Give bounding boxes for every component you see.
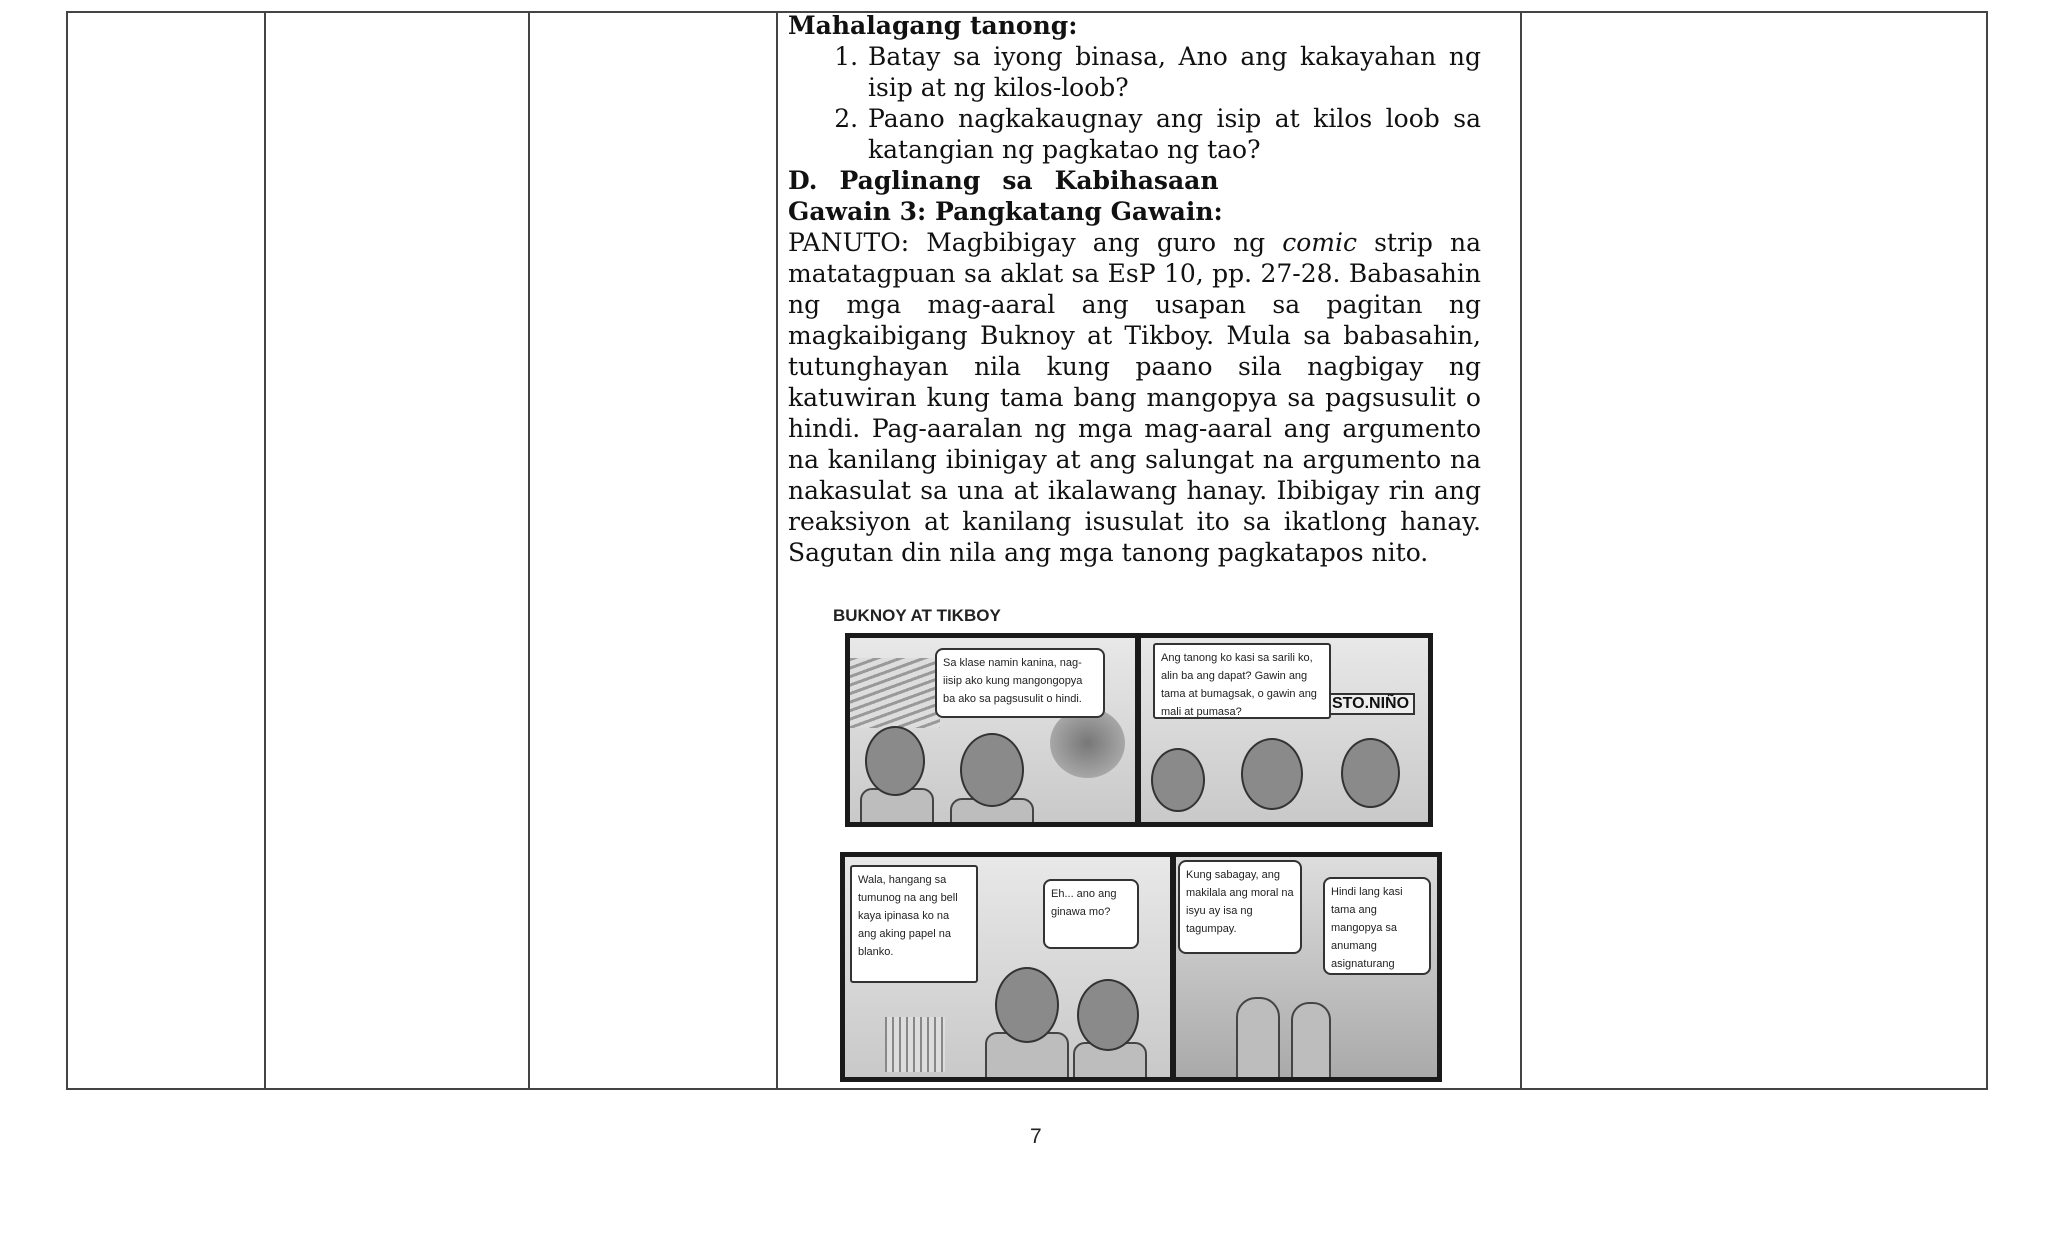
comic-strip-top (845, 633, 1433, 827)
question-list (788, 41, 1481, 165)
lesson-content-cell (788, 10, 1481, 568)
character-face (1151, 748, 1205, 812)
character-face (960, 733, 1024, 807)
column-divider-3 (776, 13, 778, 1088)
comic-panel (850, 638, 1135, 822)
panuto-text-rest: strip na matatagpuan sa aklat sa EsP 10, pp. 27-28. Babasahin ng mga mag-aaral ang usapan sa pagitan ng magkaibigang Buknoy at Tikboy. Mula sa babasahin, tutunghayan nila kung paano sila nagbigay ng katuwiran kung tama bang mangopya sa pagsusulit o hindi. Pag-aaralan ng mga mag-aaral ang argumento na kanilang ibinigay at ang salungat na argumento na nakasulat sa una at ikalawang hanay. Ibibigay rin ang reaksiyon at kanilang isusulat ito sa ikatlong hanay. Sagutan din nila ang mga tanong pagkatapos nito. (788, 228, 1481, 567)
character-face (1341, 738, 1400, 808)
store-sign: STO.NIÑO (1326, 693, 1415, 715)
speech-bubble: Ang tanong ko kasi sa sarili ko, alin ba ang dapat? Gawin ang tama at bumagsak, o gawin ang mali at pumasa? (1153, 643, 1331, 719)
character-face (1241, 738, 1303, 810)
column-divider-1 (264, 13, 266, 1088)
character-figure (1236, 997, 1280, 1077)
panuto-paragraph (788, 227, 1481, 568)
speech-bubble: Wala, hangang sa tumunog na ang bell kaya ipinasa ko na ang aking papel na blanko. (850, 865, 978, 983)
comic-strip-bottom (840, 852, 1442, 1082)
question-heading: Mahalagang tanong: (788, 11, 1078, 40)
section-d-letter: D. (788, 166, 818, 195)
column-divider-4 (1520, 13, 1522, 1088)
character-face (1077, 979, 1139, 1051)
comic-panel (1141, 638, 1428, 822)
question-item: 1. Batay sa iyong binasa, Ano ang kakayahan ng isip at ng kilos-loob? (866, 41, 1481, 103)
panuto-italic: comic (1282, 228, 1358, 257)
character-figure (1291, 1002, 1331, 1077)
gawain-heading: Gawain 3: Pangkatang Gawain: (788, 197, 1223, 226)
speech-bubble: Hindi lang kasi tama ang mangopya sa anumang asignaturang (1323, 877, 1431, 975)
comic-panel (845, 857, 1170, 1077)
speech-bubble: Eh... ano ang ginawa mo? (1043, 879, 1139, 949)
comic-panel (1176, 857, 1437, 1077)
speech-bubble: Kung sabagay, ang makilala ang moral na isyu ay isa ng tagumpay. (1178, 860, 1302, 954)
section-d-word: sa (1002, 166, 1033, 195)
section-d-word: Kabihasaan (1054, 166, 1219, 195)
character-face (995, 967, 1059, 1043)
character-face (865, 726, 925, 796)
page-number: 7 (1030, 1125, 1042, 1148)
question-item: 2. Paano nagkakaugnay ang isip at kilos loob sa katangian ng pagkatao ng tao? (866, 103, 1481, 165)
section-d-word: Paglinang (839, 166, 981, 195)
section-d-heading (788, 165, 1481, 196)
speech-bubble: Sa klase namin kanina, nag-iisip ako kung mangongopya ba ako sa pagsusulit o hindi. (935, 648, 1105, 718)
column-divider-2 (528, 13, 530, 1088)
comic-title: BUKNOY AT TIKBOY (833, 606, 1001, 625)
panuto-text: PANUTO: Magbibigay ang guro ng (788, 228, 1283, 257)
